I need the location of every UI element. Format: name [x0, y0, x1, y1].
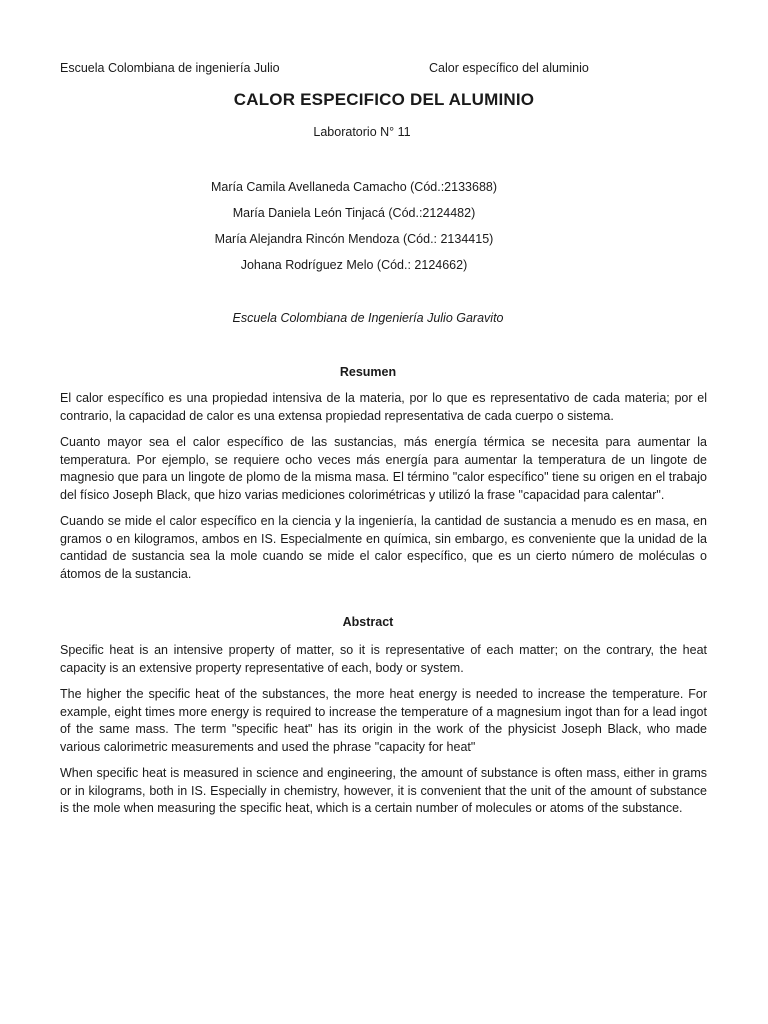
document-title: CALOR ESPECIFICO DEL ALUMINIO — [233, 90, 535, 109]
author-name: María Camila Avellaneda Camacho (Cód.:2133688) — [210, 180, 498, 194]
lab-number: Laboratorio N° 11 — [313, 125, 411, 139]
header-right-text: Calor específico del aluminio — [429, 61, 589, 75]
resumen-paragraph: El calor específico es una propiedad intensiva de la materia, por lo que es representativo de cada materia; por el contrario, la capacidad de calor es una extensa propiedad representativa de cada cuerpo o sistema. — [60, 391, 707, 423]
author-name: María Daniela León Tinjacá (Cód.:2124482) — [232, 206, 476, 220]
resumen-body — [60, 390, 707, 592]
author-name: María Alejandra Rincón Mendoza (Cód.: 2134415) — [214, 232, 494, 246]
abstract-paragraph: The higher the specific heat of the substances, the more heat energy is needed to increase the temperature. For example, eight times more energy is required to increase the temperature of a magnesium ingot than for a lead ingot of the same mass. The term "specific heat" has its origin in the work of the physicist Joseph Black, who made various calorimetric measurements and used the phrase "capacity for heat" — [60, 687, 707, 754]
institution-name: Escuela Colombiana de Ingeniería Julio Garavito — [232, 311, 504, 325]
abstract-paragraph: Specific heat is an intensive property of matter, so it is representative of each matter; on the contrary, the heat capacity is an extensive property representative of each, body or system. — [60, 643, 707, 675]
author-name: Johana Rodríguez Melo (Cód.: 2124662) — [240, 258, 468, 272]
abstract-heading: Abstract — [342, 615, 394, 629]
abstract-body — [60, 642, 707, 827]
resumen-paragraph: Cuando se mide el calor específico en la ciencia y la ingeniería, la cantidad de sustancia a menudo es en masa, en gramos o en kilogramos, ambos en IS. Especialmente en química, sin embargo, es conveniente que la unidad de la cantidad de sustancia sea la mole cuando se mide el calor específico, que es un cierto número de moléculas o átomos de la sustancia. — [60, 514, 707, 581]
resumen-heading: Resumen — [339, 365, 397, 379]
resumen-paragraph: Cuanto mayor sea el calor específico de las sustancias, más energía térmica se necesita para aumentar la temperatura. Por ejemplo, se requiere ocho veces más energía para aumentar la temperatura de un lingote de magnesio que para un lingote de plomo de la misma masa. El término "calor específico" tiene su origen en el trabajo del físico Joseph Black, que hizo varias mediciones colorimétricas y utilizó la frase "capacidad para calentar". — [60, 435, 707, 502]
author-list — [0, 179, 708, 283]
abstract-paragraph: When specific heat is measured in science and engineering, the amount of substance is often mass, either in grams or in kilograms, both in IS. Especially in chemistry, however, it is convenient that the unit of the amount of substance is the mole when measuring the specific heat, which is a certain number of molecules or atoms of the substance. — [60, 766, 707, 815]
header-left-text: Escuela Colombiana de ingeniería Julio — [60, 61, 280, 75]
